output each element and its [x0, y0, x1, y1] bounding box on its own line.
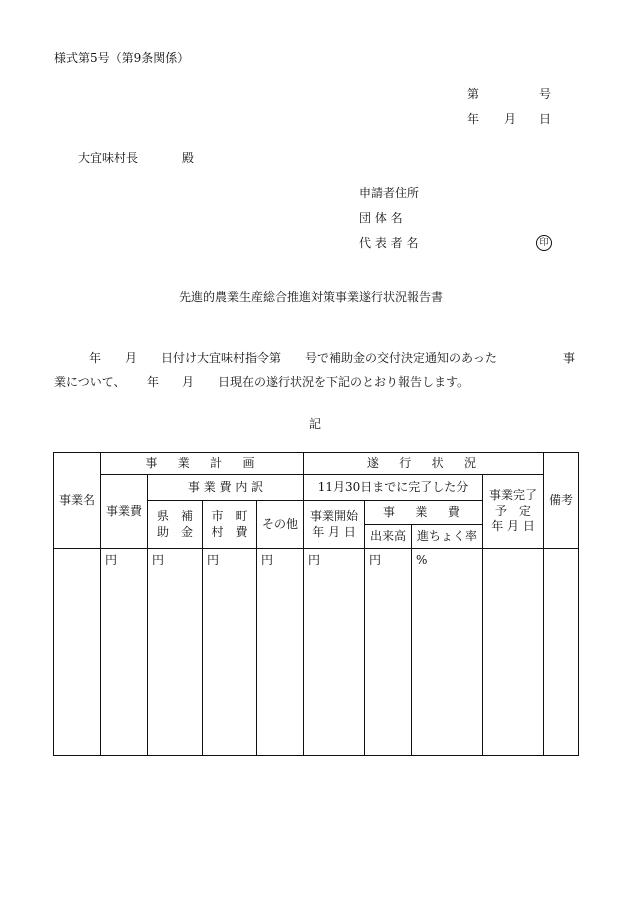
completion-date-cell [483, 549, 544, 756]
addressee-honorific: 殿 [182, 151, 195, 165]
document-title: 先進的農業生産総合推進対策事業遂行状況報告書 [179, 290, 444, 304]
completion-date-line-3: 年 月 日 [491, 519, 535, 534]
doc-number-prefix: 第 [467, 87, 480, 101]
prefecture-subsidy-header [148, 501, 203, 549]
body-year-2: 年 [147, 375, 160, 389]
applicant-rep-label: 代 表 者 名 [359, 236, 419, 250]
completion-date-line-2: 予 定 [495, 503, 532, 518]
ki-heading: 記 [309, 417, 322, 431]
other-cell: 円 [257, 549, 304, 756]
seal-mark [536, 235, 552, 251]
body-line1-text: 日付け大宜味村指令第 号で補助金の交付決定通知のあった [161, 351, 497, 365]
applicant-address-label: 申請者住所 [359, 186, 420, 200]
output-header: 出来高 [365, 525, 412, 549]
other-header: その他 [257, 501, 304, 549]
start-date-line-1: 事業開始 [310, 508, 359, 523]
completion-date-header [483, 475, 544, 549]
doc-number-suffix: 号 [539, 87, 552, 101]
plan-header: 事 業 計 画 [101, 453, 304, 475]
remarks-header: 備考 [544, 453, 579, 549]
prefecture-subsidy-line-1: 県 補 [156, 508, 193, 523]
prefecture-subsidy-cell: 円 [148, 549, 203, 756]
progress-rate-header: 進ちょく率 [412, 525, 483, 549]
addressee-name: 大宜味村長 [78, 151, 139, 165]
municipal-cost-line-1: 市 町 [211, 508, 248, 523]
table-row [54, 549, 579, 756]
seal-label: 印 [536, 235, 552, 251]
body-line1-jigyo: 事 [563, 351, 576, 365]
form-number: 様式第5号（第9条関係） [54, 51, 190, 65]
start-date-header [304, 501, 365, 549]
date-day: 日 [539, 112, 552, 126]
project-name-cell [54, 549, 101, 756]
applicant-org-label: 団 体 名 [359, 211, 403, 225]
municipal-cost-cell: 円 [203, 549, 257, 756]
cost-breakdown-header: 事 業 費 内 訳 [148, 475, 304, 501]
body-month-2: 月 [182, 375, 195, 389]
municipal-cost-line-2: 村 費 [211, 524, 248, 539]
jigyohi-header: 事 業 費 [365, 501, 483, 525]
date-month: 月 [504, 112, 517, 126]
output-cell: 円 [365, 549, 412, 756]
remarks-cell [544, 549, 579, 756]
status-header: 遂 行 状 況 [304, 453, 544, 475]
start-date-cell: 円 [304, 549, 365, 756]
completed-by-header: 11月30日までに完了した分 [304, 475, 483, 501]
body-line2-rest: 日現在の遂行状況を下記のとおり報告します。 [218, 375, 470, 389]
body-line2-text: 業について、 [54, 375, 126, 389]
municipal-cost-header [203, 501, 257, 549]
prefecture-subsidy-line-2: 助 金 [156, 524, 193, 539]
start-date-line-2: 年 月 日 [312, 524, 356, 539]
body-month-1: 月 [125, 351, 138, 365]
project-name-header: 事業名 [54, 453, 101, 549]
project-cost-header: 事業費 [101, 475, 148, 549]
progress-rate-cell: % [412, 549, 483, 756]
status-report-table [53, 452, 579, 756]
date-year: 年 [467, 112, 480, 126]
project-cost-cell: 円 [101, 549, 148, 756]
completion-date-line-1: 事業完了 [489, 488, 538, 503]
body-year-1: 年 [89, 351, 102, 365]
